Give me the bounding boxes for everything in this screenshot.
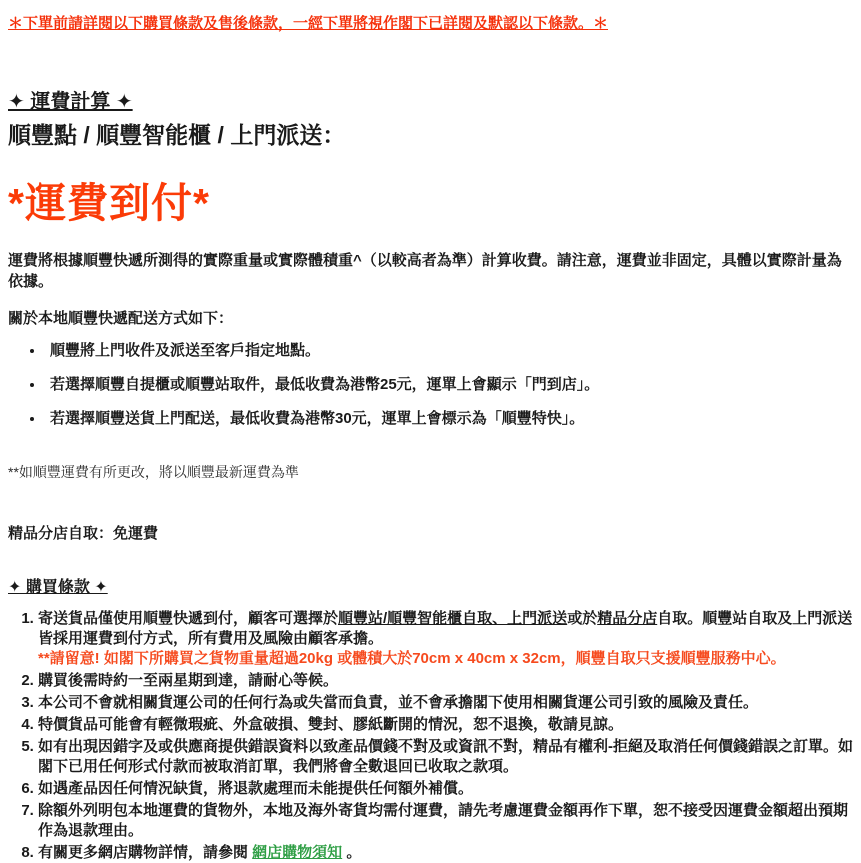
term-item-out-of-stock: 6. 如遇產品因任何情況缺貨，將退款處理而未能提供任何額外補償。 bbox=[38, 779, 853, 799]
freight-description: 運費將根據順豐快遞所測得的實際重量或實際體積重^（以較高者為準）計算收費。請注意，運費並非固定，具體以實際計量為依據。 bbox=[8, 252, 842, 290]
term-item-courier-liability: 3. 本公司不會就相關貨運公司的任何行為或失當而負責，並不會承擔閣下使用相關貨運公司引致的風險及責任。 bbox=[38, 693, 853, 713]
purchase-terms-list bbox=[8, 609, 853, 863]
term-item-shipping-options bbox=[38, 609, 853, 669]
term-item-discounted-goods: 4. 特價貨品可能會有輕微瑕疵、外盒破損、雙封、膠紙斷開的情況，恕不退換，敬請見諒。 bbox=[38, 715, 853, 735]
term-item-delivery-time: 2. 購買後需時約一至兩星期到達，請耐心等候。 bbox=[38, 671, 853, 691]
term1-segment: 寄送貨品僅使用順豐快遞到付，顧客可選擇於 bbox=[38, 610, 339, 627]
term1-segment: 自取。順豐站自取及上門派送皆採用運費到付方式，所有費用及風險由顧客承擔。 bbox=[38, 610, 853, 647]
local-delivery-title: 關於本地順豐快遞配送方式如下： bbox=[8, 310, 234, 327]
term8-post-text: 。 bbox=[342, 844, 362, 861]
term-item-more-info bbox=[38, 843, 853, 863]
freight-collect-banner: *運費到付* bbox=[8, 180, 210, 226]
delivery-bullet-locker-station: • 若選擇順豐自提櫃或順豐站取件，最低收費為港幣25元，運單上會顯示「門到店」。 bbox=[45, 375, 853, 395]
delivery-bullet-door-pickup: • 順豐將上門收件及派送至客戶指定地點。 bbox=[45, 341, 853, 361]
term-item-pricing-errors: 5. 如有出現因錯字及或供應商提供錯誤資料以致產品價錢不對及或資訊不對，精品有權利-拒絕及取消任何價錢錯誤之訂單。如閣下已用任何形式付款而被取消訂單，我們將會全數退回已收取之款項。 bbox=[38, 737, 853, 777]
term8-pre-text: 有關更多網店購物詳情，請參閱 bbox=[38, 844, 253, 861]
purchase-terms-heading: ✦ 購買條款 ✦ bbox=[8, 579, 108, 596]
pre-order-notice: ＊下單前請詳閱以下購買條款及售後條款，一經下單將視作閣下已詳閱及默認以下條款。＊ bbox=[8, 15, 609, 32]
term1-segment: 或於 bbox=[567, 610, 598, 627]
shipping-methods-subheading: 順豐點 / 順豐智能櫃 / 上門派送： bbox=[8, 122, 346, 148]
delivery-bullet-list bbox=[8, 341, 853, 429]
shipping-calculation-heading: ✦ 運費計算 ✦ bbox=[8, 91, 133, 113]
term1-underlined-pickup-options: 順豐站/順豐智能櫃自取、上門派送 bbox=[338, 610, 568, 627]
freight-update-note: **如順豐運費有所更改，將以順豐最新運費為準 bbox=[8, 464, 299, 480]
store-pickup-free-note: 精品分店自取：免運費 bbox=[8, 525, 159, 542]
shop-guide-link[interactable]: 網店購物須知 bbox=[252, 844, 343, 861]
term-item-freight-charges: 7. 除額外列明包本地運費的貨物外，本地及海外寄貨均需付運費，請先考慮運費金額再作下單，恕不接受因運費金額超出預期作為退款理由。 bbox=[38, 801, 853, 841]
delivery-bullet-home-delivery: • 若選擇順豐送貨上門配送，最低收費為港幣30元，運單上會標示為「順豐特快」。 bbox=[45, 409, 853, 429]
term1-underlined-store: 精品分店 bbox=[597, 610, 658, 627]
term1-weight-size-warning: **請留意! 如閣下所購買之貨物重量超過20kg 或體積大於70cm x 40cm x 32cm，順豐自取只支援順豐服務中心。 bbox=[38, 650, 786, 667]
